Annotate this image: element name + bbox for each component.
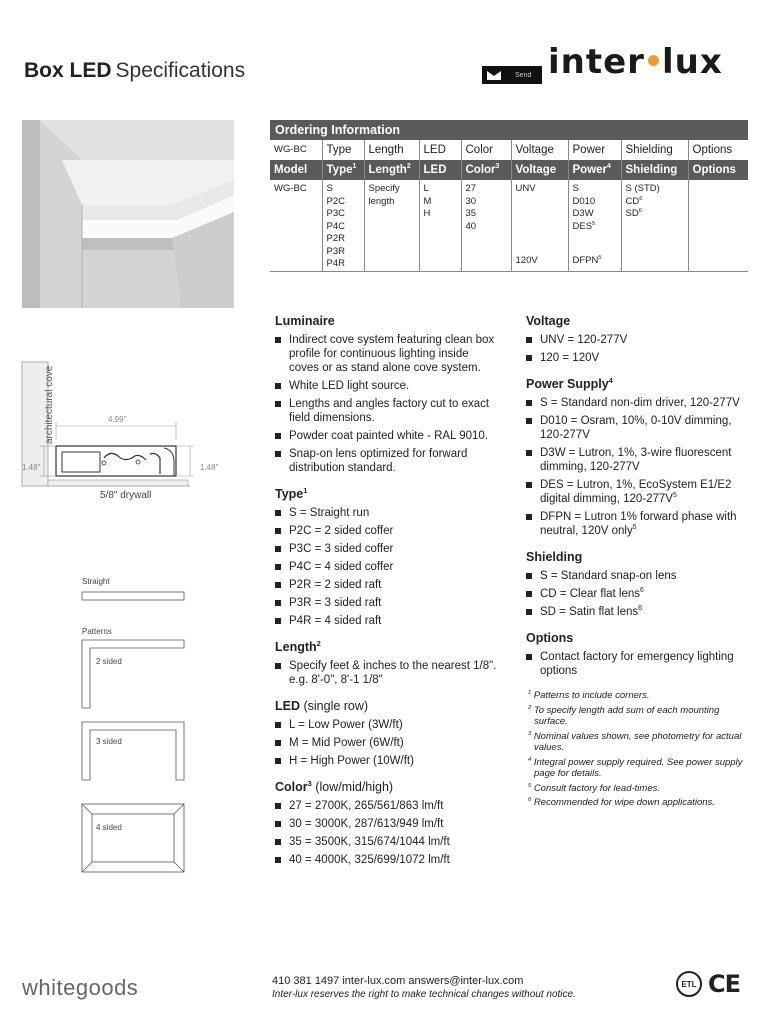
list-item: M = Mid Power (6W/ft) xyxy=(275,736,500,750)
footnotes xyxy=(526,690,748,812)
straight-label: Straight xyxy=(82,577,110,586)
footnote-ref: 6 xyxy=(639,195,643,202)
envelope-icon xyxy=(487,71,501,80)
list-item: P3C = 3 sided coffer xyxy=(275,542,500,556)
options-heading: Options xyxy=(526,631,574,645)
footnote-ref: 3 xyxy=(307,778,312,788)
footnote: $^5$ Consult factory for lead-times. xyxy=(528,782,660,794)
list-item: 120 = 120V xyxy=(526,351,748,365)
type-code: P2R xyxy=(326,233,345,244)
list-item: Powder coat painted white - RAL 9010. xyxy=(275,429,500,443)
led-list xyxy=(275,718,500,768)
options-list xyxy=(526,650,748,678)
length-value: Specify length xyxy=(368,183,400,207)
length-list xyxy=(275,659,500,687)
power-supply-heading xyxy=(526,377,748,391)
color-code: 40 xyxy=(465,220,477,232)
list-item: DES = Lutron, 1%, EcoSystem E1/E2 digital dimming, $120-277V^5$ xyxy=(526,478,748,506)
patterns-label: Patterns xyxy=(82,627,112,636)
type-code: P3C xyxy=(326,208,345,219)
power-supply-list xyxy=(526,396,748,538)
list-item: 35 = 3500K, 315/674/1044 lm/ft xyxy=(275,835,500,849)
footnote-ref: 5 xyxy=(592,220,596,227)
col-label: Shielding xyxy=(621,140,688,160)
logo-text-right: lux xyxy=(661,42,723,82)
type-code: S xyxy=(326,183,333,194)
type-list xyxy=(275,506,500,628)
power-supply-heading-text: Power Supply xyxy=(526,377,609,391)
color-list xyxy=(275,799,500,867)
list-item: P4C = 4 sided coffer xyxy=(275,560,500,574)
list-item: White LED light source. xyxy=(275,379,500,393)
footnote-ref: 3 xyxy=(495,163,500,171)
list-item: L = Low Power (3W/ft) xyxy=(275,718,500,732)
list-item: CD = Clear flat lens$^6$ xyxy=(526,587,748,601)
power-code: D010 xyxy=(572,195,596,207)
list-item: SD = Satin flat lens$^6$ xyxy=(526,605,748,619)
power-cell xyxy=(568,180,621,271)
contact-info xyxy=(272,974,576,1002)
footnote-ref: 1 xyxy=(352,163,357,171)
send-label: Send xyxy=(515,71,532,79)
product-photo xyxy=(22,120,234,308)
list-item: D3W = Lutron, 1%, 3-wire fluorescent dimming, 120-277V xyxy=(526,446,748,474)
list-item: 27 = 2700K, 265/561/863 lm/ft xyxy=(275,799,500,813)
shielding-code: SD xyxy=(625,208,639,219)
whitegoods-brand: whitegoods xyxy=(22,975,139,1000)
col-label: Options xyxy=(688,140,748,160)
spec-column-right xyxy=(526,314,748,690)
list-item: P4R = 4 sided raft xyxy=(275,614,500,628)
led-heading xyxy=(275,699,500,713)
col-header: Voltage xyxy=(515,164,557,176)
title-product: Box LED xyxy=(24,59,112,82)
list-item: P2R = 2 sided raft xyxy=(275,578,500,592)
voltage-cell xyxy=(511,180,568,271)
col-header: Power xyxy=(572,164,608,176)
footnote-ref: 5 xyxy=(672,492,677,500)
vertical-label: architectural cove xyxy=(44,365,55,444)
type-heading xyxy=(275,487,500,501)
shielding-heading: Shielding xyxy=(526,550,583,564)
length-heading xyxy=(275,640,500,654)
drywall-label: 5/8" drywall xyxy=(100,490,152,501)
col-label: Voltage xyxy=(511,140,568,160)
led-code: H xyxy=(423,208,431,219)
list-item: DFPN = Lutron 1% forward phase with neutral, 120V only$^5$ xyxy=(526,510,748,538)
shielding-code: CD xyxy=(625,195,640,207)
list-item: 30 = 3000K, 287/613/949 lm/ft xyxy=(275,817,500,831)
col-label: Color xyxy=(461,140,511,160)
list-item: P2C = 2 sided coffer xyxy=(275,524,500,538)
length-heading-text: Length xyxy=(275,640,317,654)
four-sided-label: 4 sided xyxy=(96,823,122,832)
interlux-logo xyxy=(548,42,723,82)
col-header: Options xyxy=(692,164,736,176)
footnote: $^3$ Nominal values shown, see photometry for actual values. xyxy=(528,730,742,753)
title-specifications: Specifications xyxy=(115,59,246,82)
ordering-row-headers xyxy=(270,160,748,180)
voltage-code: UNV xyxy=(515,183,536,194)
led-cell xyxy=(419,180,461,271)
footnote-ref: 5 xyxy=(598,254,602,261)
color-code: 35 xyxy=(465,208,477,219)
footnote: $^4$ Integral power supply required. See power supply page for details. xyxy=(528,756,743,779)
footnote-ref: 1 xyxy=(303,485,308,495)
shielding-cell xyxy=(621,180,688,271)
col-header: Color xyxy=(465,164,496,176)
col-label: Length xyxy=(364,140,419,160)
list-item: UNV = 120-277V xyxy=(526,333,748,347)
list-item: S = Standard non-dim driver, 120-277V xyxy=(526,396,748,410)
led-code: L xyxy=(423,183,429,194)
col-header: Type xyxy=(326,164,353,176)
col-label: LED xyxy=(419,140,461,160)
col-header: Model xyxy=(274,164,308,176)
footnote-ref: 4 xyxy=(607,163,611,171)
led-heading-text: LED xyxy=(275,699,300,713)
footnote-ref: 2 xyxy=(406,163,411,171)
spec-column-middle xyxy=(275,314,500,879)
type-heading-text: Type xyxy=(275,487,304,501)
shielding-list xyxy=(526,569,748,619)
color-code: 30 xyxy=(465,195,477,207)
model-cell xyxy=(270,180,322,271)
options-cell xyxy=(688,180,748,271)
ce-mark-icon: CE xyxy=(708,970,741,998)
col-label: Type xyxy=(322,140,364,160)
logo-dot-icon xyxy=(648,55,659,66)
list-item: S = Standard snap-on lens xyxy=(526,569,748,583)
width-dimension: 4.99" xyxy=(108,415,127,424)
ordering-heading: Ordering Information xyxy=(270,120,748,140)
led-code: M xyxy=(423,195,432,207)
power-code: DFPN xyxy=(572,255,599,266)
ordering-information-table xyxy=(270,120,748,272)
list-item: 40 = 4000K, 325/699/1072 lm/ft xyxy=(275,853,500,867)
ordering-row-values xyxy=(270,180,748,271)
left-dimension: 1.48" xyxy=(22,463,41,472)
type-cell xyxy=(322,180,364,271)
shielding-code: S (STD) xyxy=(625,183,660,194)
col-header: Shielding xyxy=(625,164,678,176)
footnote-ref: 6 xyxy=(638,207,642,214)
color-heading xyxy=(275,780,500,794)
list-item: Specify feet & inches to the nearest 1/8". e.g. 8'-0", 8'-1 1/8" xyxy=(275,659,500,687)
three-sided-label: 3 sided xyxy=(96,737,122,746)
voltage-list xyxy=(526,333,748,365)
list-item: Snap-on lens optimized for forward distribution standard. xyxy=(275,447,500,475)
voltage-code: 120V xyxy=(515,255,538,266)
logo-text-left: inter xyxy=(548,42,645,82)
voltage-heading: Voltage xyxy=(526,314,571,328)
col-label: WG-BC xyxy=(274,144,307,155)
disclaimer: Inter-lux reserves the right to make technical changes without notice. xyxy=(272,989,576,1000)
list-item: D010 = Osram, 10%, 0-10V dimming, 120-277V xyxy=(526,414,748,442)
technical-drawing xyxy=(0,330,260,890)
etl-mark-icon: ETL xyxy=(676,971,702,997)
list-item: H = High Power (10W/ft) xyxy=(275,754,500,768)
footnote-ref: 5 xyxy=(632,524,637,532)
type-code: P3R xyxy=(326,245,345,257)
length-cell xyxy=(364,180,419,271)
footnote-ref: 6 xyxy=(640,587,644,595)
type-code: P4R xyxy=(326,258,345,269)
certification-marks xyxy=(676,970,740,998)
right-dimension: 1.48" xyxy=(200,463,219,472)
power-code: DES xyxy=(572,220,593,232)
list-item: Indirect cove system featuring clean box profile for continuous lighting inside coves or as stand alone cove system. xyxy=(275,333,500,375)
col-label: Power xyxy=(568,140,621,160)
page-title xyxy=(24,58,245,84)
footnote-ref: 4 xyxy=(608,375,613,385)
led-heading-note: (single row) xyxy=(300,699,369,713)
footnote-ref: 6 xyxy=(638,605,642,613)
list-item: Lengths and angles factory cut to exact field dimensions. xyxy=(275,397,500,425)
ordering-row-labels xyxy=(270,140,748,160)
color-code: 27 xyxy=(465,183,477,194)
color-heading-text: Color xyxy=(275,780,308,794)
footnote-ref: 2 xyxy=(316,638,321,648)
color-cell xyxy=(461,180,511,271)
footnote: $^2$ To specify length add sum of each mounting surface. xyxy=(528,704,720,727)
footnote: $^6$ Recommended for wipe down applications. xyxy=(528,796,715,808)
luminaire-list xyxy=(275,333,500,475)
list-item: Contact factory for emergency lighting options xyxy=(526,650,748,678)
type-code: P2C xyxy=(326,195,345,207)
luminaire-heading: Luminaire xyxy=(275,314,335,328)
power-code: D3W xyxy=(572,208,594,219)
send-button[interactable] xyxy=(482,66,542,84)
col-header: Length xyxy=(368,164,407,176)
power-code: S xyxy=(572,183,579,194)
list-item: P3R = 3 sided raft xyxy=(275,596,500,610)
list-item: S = Straight run xyxy=(275,506,500,520)
model-value: WG-BC xyxy=(274,183,307,194)
two-sided-label: 2 sided xyxy=(96,657,122,666)
col-header: LED xyxy=(423,164,447,176)
type-code: P4C xyxy=(326,220,345,232)
color-heading-note: (low/mid/high) xyxy=(311,780,394,794)
footnote: $^1$ Patterns to include corners. xyxy=(528,689,650,701)
contact-line[interactable]: 410 381 1497 inter-lux.com answers@inter-lux.com xyxy=(272,975,524,987)
